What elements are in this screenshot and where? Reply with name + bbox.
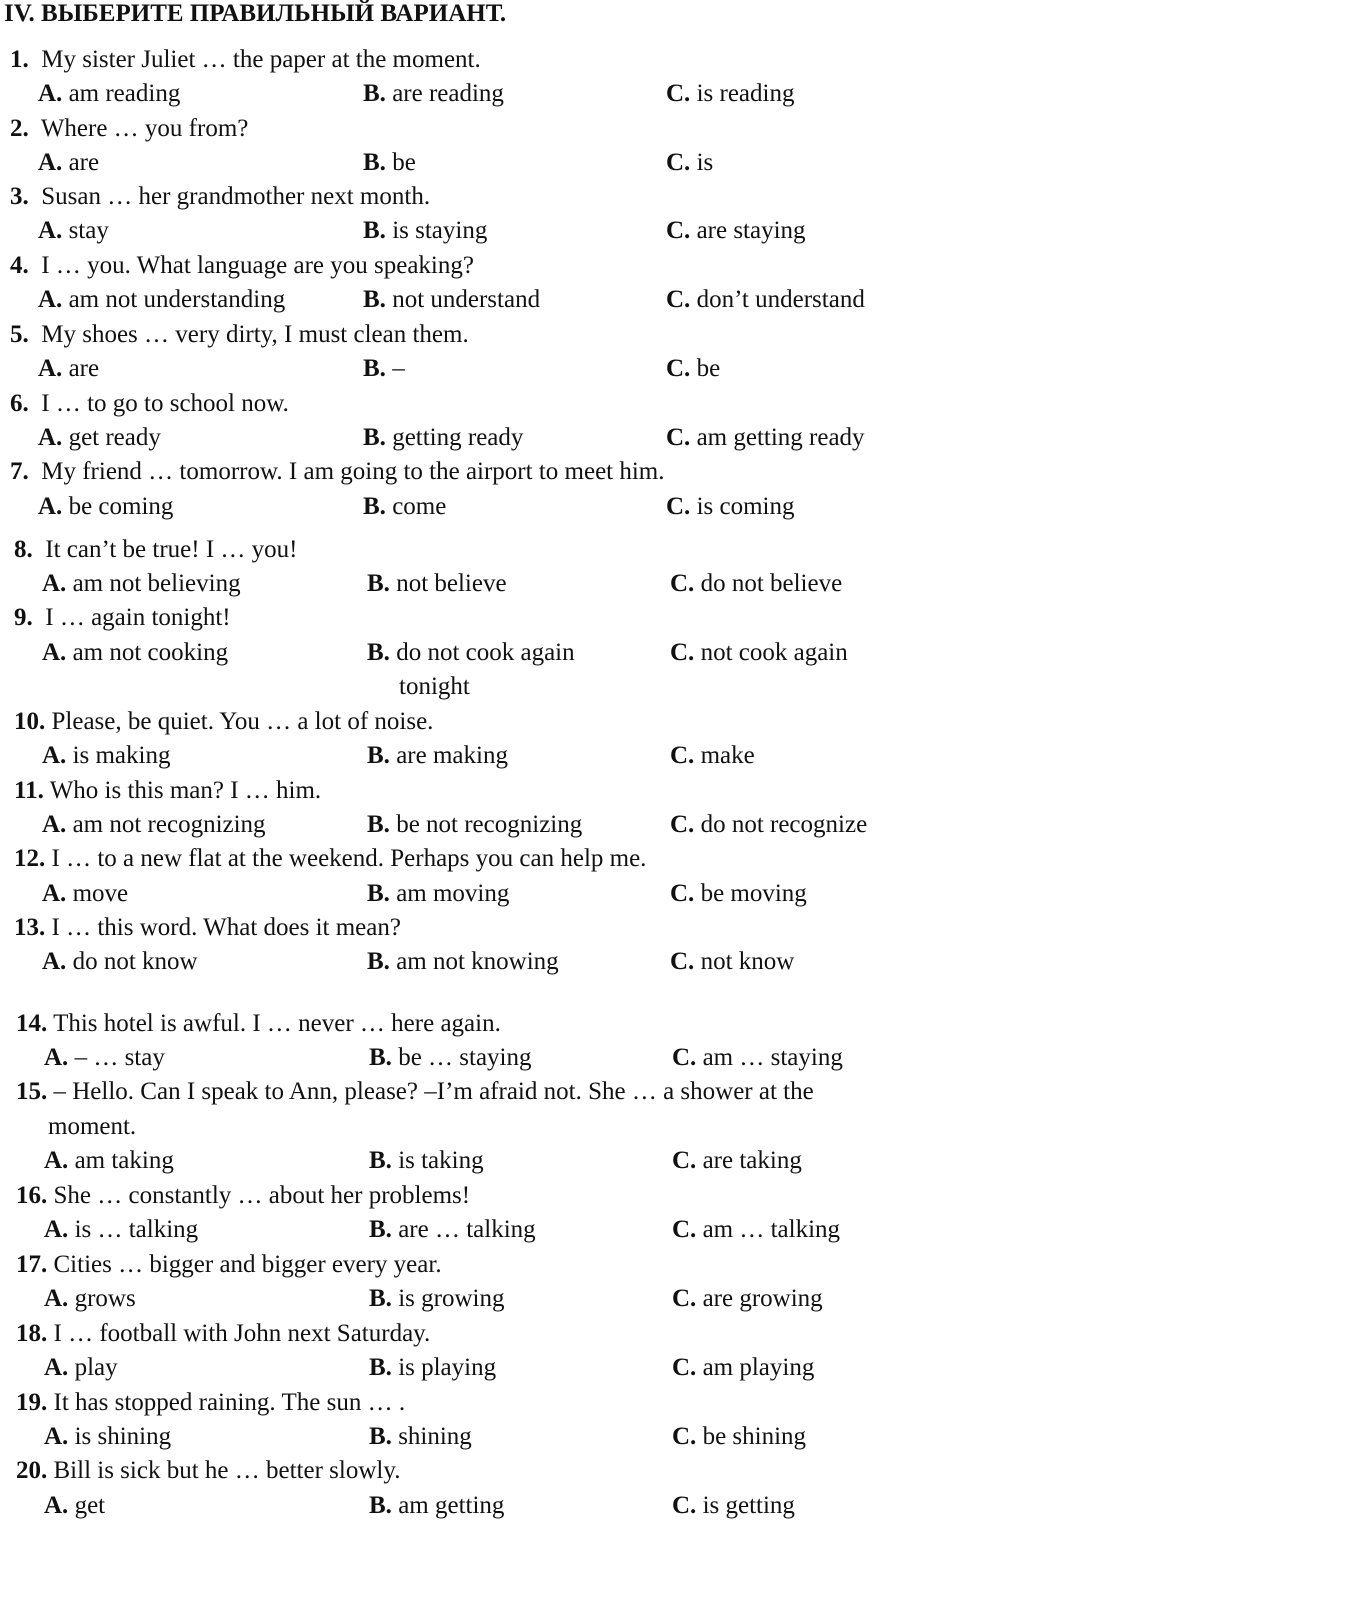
question-text: I … football with John next Saturday. xyxy=(53,1320,431,1347)
option-19b: B. shining xyxy=(369,1423,472,1450)
question-20 xyxy=(16,1456,400,1486)
question-number: 12. xyxy=(14,845,46,872)
question-text: Bill is sick but he … better slowly. xyxy=(53,1457,401,1484)
option-11c: C. do not recognize xyxy=(670,811,868,838)
question-number: 3. xyxy=(10,183,29,210)
option-2b: B. be xyxy=(363,149,416,176)
option-18b: B. is playing xyxy=(369,1354,497,1381)
question-text: I … to a new flat at the weekend. Perhaps you can help me. xyxy=(51,845,647,872)
option-16b: B. are … talking xyxy=(369,1216,536,1243)
option-5c: C. be xyxy=(666,355,721,382)
option-16a: A. is … talking xyxy=(44,1216,199,1243)
question-9 xyxy=(14,603,231,633)
option-3c: C. are staying xyxy=(666,217,806,244)
option-15c: C. are taking xyxy=(672,1147,802,1174)
question-number: 9. xyxy=(14,604,33,631)
option-18a: A. play xyxy=(44,1354,118,1381)
option-4c: C. don’t understand xyxy=(666,286,865,313)
question-text: She … constantly … about her problems! xyxy=(53,1182,471,1209)
option-14b: B. be … staying xyxy=(369,1044,532,1071)
option-1a: A. am reading xyxy=(38,80,181,107)
question-number: 15. xyxy=(16,1078,48,1105)
question-18 xyxy=(16,1319,430,1349)
question-1 xyxy=(10,45,481,75)
option-17b: B. is growing xyxy=(369,1285,505,1312)
question-13 xyxy=(14,913,401,943)
question-text: I … you. What language are you speaking? xyxy=(41,252,474,279)
option-8b: B. not believe xyxy=(367,570,507,597)
option-18c: C. am playing xyxy=(672,1354,815,1381)
option-8c: C. do not believe xyxy=(670,570,843,597)
option-10a: A. is making xyxy=(42,742,171,769)
question-14 xyxy=(16,1009,501,1039)
question-15 xyxy=(16,1077,814,1107)
option-12b: B. am moving xyxy=(367,880,510,907)
option-19a: A. is shining xyxy=(44,1423,172,1450)
option-6c: C. am getting ready xyxy=(666,424,865,451)
question-2 xyxy=(10,114,248,144)
option-12a: A. move xyxy=(42,880,129,907)
option-1c: C. is reading xyxy=(666,80,795,107)
option-5b: B. – xyxy=(363,355,405,382)
question-text: My sister Juliet … the paper at the moment. xyxy=(41,46,481,73)
question-text: Where … you from? xyxy=(40,115,249,142)
question-number: 6. xyxy=(10,390,29,417)
question-number: 17. xyxy=(16,1251,48,1278)
question-number: 13. xyxy=(14,914,46,941)
option-20c: C. is getting xyxy=(672,1492,795,1519)
option-1b: B. are reading xyxy=(363,80,504,107)
option-4a: A. am not understanding xyxy=(38,286,286,313)
option-14a: A. – … stay xyxy=(44,1044,165,1071)
question-16 xyxy=(16,1181,470,1211)
option-20b: B. am getting xyxy=(369,1492,505,1519)
option-20a: A. get xyxy=(44,1492,106,1519)
option-16c: C. am … talking xyxy=(672,1216,841,1243)
question-15-continued: moment. xyxy=(48,1113,137,1140)
page-title: IV. ВЫБЕРИТЕ ПРАВИЛЬНЫЙ ВАРИАНТ. xyxy=(4,0,507,27)
option-19c: C. be shining xyxy=(672,1423,807,1450)
question-text: Cities … bigger and bigger every year. xyxy=(53,1251,442,1278)
question-number: 20. xyxy=(16,1457,48,1484)
question-19 xyxy=(16,1388,405,1418)
option-17a: A. grows xyxy=(44,1285,136,1312)
question-text: I … this word. What does it mean? xyxy=(51,914,401,941)
option-6a: A. get ready xyxy=(38,424,161,451)
question-8 xyxy=(14,535,297,565)
option-2c: C. is xyxy=(666,149,714,176)
option-8a: A. am not believing xyxy=(42,570,241,597)
question-number: 11. xyxy=(14,777,44,804)
option-7c: C. is coming xyxy=(666,493,795,520)
question-number: 5. xyxy=(10,321,29,348)
question-text: It has stopped raining. The sun … . xyxy=(53,1389,406,1416)
option-12c: C. be moving xyxy=(670,880,807,907)
option-15a: A. am taking xyxy=(44,1147,174,1174)
option-10b: B. are making xyxy=(367,742,508,769)
question-3 xyxy=(10,182,430,212)
option-10c: C. make xyxy=(670,742,755,769)
option-13c: C. not know xyxy=(670,948,795,975)
question-number: 8. xyxy=(14,536,33,563)
question-number: 14. xyxy=(16,1010,48,1037)
option-5a: A. are xyxy=(38,355,100,382)
question-text: – Hello. Can I speak to Ann, please? –I’m afraid not. She … a shower at the xyxy=(53,1078,814,1105)
option-9a: A. am not cooking xyxy=(42,639,229,666)
question-text: My friend … tomorrow. I am going to the airport to meet him. xyxy=(41,458,665,485)
question-5 xyxy=(10,320,469,350)
question-11 xyxy=(14,776,321,806)
question-number: 1. xyxy=(10,46,29,73)
question-number: 7. xyxy=(10,458,29,485)
option-11b: B. be not recognizing xyxy=(367,811,583,838)
option-4b: B. not understand xyxy=(363,286,541,313)
question-6 xyxy=(10,389,289,419)
option-13a: A. do not know xyxy=(42,948,198,975)
question-4 xyxy=(10,251,474,281)
question-number: 16. xyxy=(16,1182,48,1209)
question-text: I … to go to school now. xyxy=(41,390,289,417)
option-14c: C. am … staying xyxy=(672,1044,843,1071)
question-text: This hotel is awful. I … never … here again. xyxy=(53,1010,501,1037)
question-text: Who is this man? I … him. xyxy=(49,777,322,804)
option-9b: B. do not cook again xyxy=(367,639,575,666)
question-number: 2. xyxy=(10,115,29,142)
option-17c: C. are growing xyxy=(672,1285,823,1312)
option-6b: B. getting ready xyxy=(363,424,524,451)
option-13b: B. am not knowing xyxy=(367,948,559,975)
question-number: 4. xyxy=(10,252,29,279)
question-number: 10. xyxy=(14,708,46,735)
question-7 xyxy=(10,457,665,487)
question-number: 19. xyxy=(16,1389,48,1416)
question-text: It can’t be true! I … you! xyxy=(45,536,298,563)
question-10 xyxy=(14,707,433,737)
question-text: I … again tonight! xyxy=(45,604,231,631)
question-text: My shoes … very dirty, I must clean them. xyxy=(41,321,469,348)
option-9c: C. not cook again xyxy=(670,639,848,666)
option-3a: A. stay xyxy=(38,217,109,244)
question-text: Please, be quiet. You … a lot of noise. xyxy=(51,708,434,735)
question-12 xyxy=(14,844,646,874)
option-3b: B. is staying xyxy=(363,217,488,244)
question-text: Susan … her grandmother next month. xyxy=(41,183,431,210)
option-9b-continued: tonight xyxy=(399,673,470,700)
question-17 xyxy=(16,1250,442,1280)
option-7a: A. be coming xyxy=(38,493,174,520)
option-15b: B. is taking xyxy=(369,1147,484,1174)
option-11a: A. am not recognizing xyxy=(42,811,266,838)
option-2a: A. are xyxy=(38,149,100,176)
option-7b: B. come xyxy=(363,493,447,520)
question-number: 18. xyxy=(16,1320,48,1347)
